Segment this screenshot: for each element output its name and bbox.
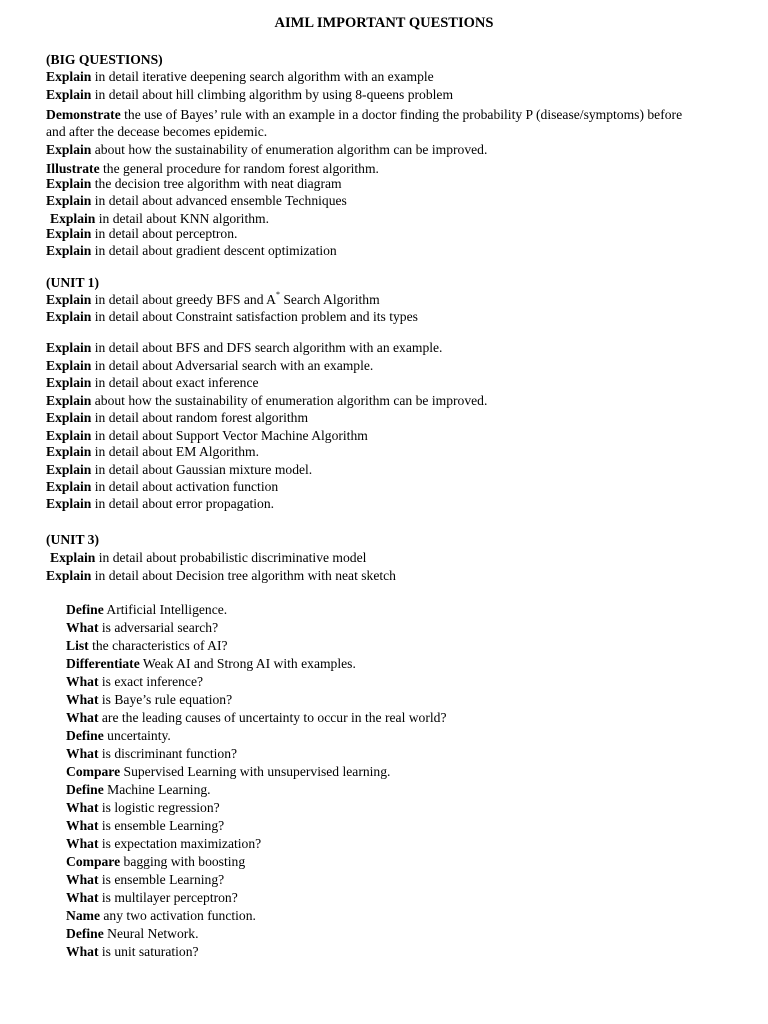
question-item — [46, 478, 487, 495]
question-verb: Explain — [46, 87, 92, 102]
question-text: Machine Learning. — [103, 782, 211, 797]
question-text: in detail about Support Vector Machine Algorithm — [91, 427, 368, 443]
question-verb: What — [66, 872, 99, 887]
question-text: in detail about advanced ensemble Techniques — [91, 193, 347, 208]
question-verb: Define — [66, 782, 104, 797]
question-verb: Explain — [46, 461, 92, 477]
question-verb: Explain — [50, 550, 96, 565]
question-item — [46, 339, 487, 356]
question-item — [46, 443, 487, 460]
question-verb: What — [66, 836, 99, 851]
question-verb: Explain — [46, 292, 92, 307]
unit1-section — [46, 274, 418, 325]
question-verb: Differentiate — [66, 656, 140, 671]
question-item — [46, 192, 686, 209]
question-verb: What — [66, 620, 99, 635]
superscript: * — [275, 290, 280, 299]
question-text: in detail about probabilistic discriminative model — [95, 550, 367, 565]
unit3-section — [46, 531, 396, 584]
question-verb: Explain — [46, 193, 92, 208]
page-title: AIML IMPORTANT QUESTIONS — [274, 15, 494, 31]
question-verb: Explain — [46, 375, 92, 391]
question-text: in detail about random forest algorithm — [91, 410, 309, 426]
question-verb: What — [66, 710, 99, 725]
question-text: are the leading causes of uncertainty to occur in the real world? — [98, 710, 447, 725]
question-verb: What — [66, 944, 99, 959]
question-verb: What — [66, 674, 99, 689]
question-text: Artificial Intelligence. — [103, 602, 228, 617]
question-text: in detail about greedy BFS and A — [91, 292, 276, 307]
question-text: is multilayer perceptron? — [98, 890, 238, 905]
question-text: in detail about error propagation. — [91, 495, 275, 511]
question-text: is Baye’s rule equation? — [98, 692, 233, 707]
question-text: is exact inference? — [98, 674, 204, 689]
question-verb: Explain — [46, 410, 92, 426]
question-item — [46, 291, 418, 308]
question-text: in detail about gradient descent optimization — [91, 243, 337, 258]
question-verb: Explain — [46, 357, 92, 373]
question-item — [46, 175, 686, 192]
question-text: in detail about hill climbing algorithm by using 8-queens problem — [91, 87, 454, 102]
question-verb: Demonstrate — [46, 107, 121, 122]
question-text: in detail about activation function — [91, 478, 279, 494]
section-heading: (UNIT 3) — [46, 532, 99, 547]
question-text: the general procedure for random forest algorithm. — [99, 161, 379, 176]
question-text: the use of Bayes’ rule with an example in a doctor finding the probability P (disease/symptoms) before and after the decease becomes epidemic. — [46, 107, 683, 139]
question-item — [46, 567, 396, 584]
question-verb: Explain — [46, 392, 92, 408]
question-text: in detail iterative deepening search algorithm with an example — [91, 69, 434, 84]
question-verb: What — [66, 692, 99, 707]
question-text: any two activation function. — [99, 908, 256, 923]
question-verb: Explain — [46, 243, 92, 258]
question-item — [46, 225, 686, 242]
question-text: is unit saturation? — [98, 944, 199, 959]
question-verb: What — [66, 746, 99, 761]
question-item — [46, 308, 418, 325]
question-item — [46, 495, 487, 512]
question-verb: Explain — [46, 478, 92, 494]
question-verb: Define — [66, 728, 104, 743]
question-verb: Define — [66, 926, 104, 941]
section-heading: (BIG QUESTIONS) — [46, 52, 163, 67]
question-text-after: Search Algorithm — [279, 292, 380, 307]
question-text: Weak AI and Strong AI with examples. — [139, 656, 356, 671]
question-verb: List — [66, 638, 89, 653]
question-text: is adversarial search? — [98, 620, 219, 635]
question-verb: Explain — [46, 176, 92, 191]
question-text: in detail about BFS and DFS search algorithm with an example. — [91, 340, 443, 355]
question-text: in detail about exact inference — [91, 375, 259, 391]
unit2-section — [46, 339, 487, 512]
question-item — [46, 357, 487, 374]
question-verb: Explain — [46, 568, 92, 583]
question-verb: What — [66, 800, 99, 815]
question-item — [46, 461, 487, 478]
question-text: uncertainty. — [103, 728, 171, 743]
question-text: the decision tree algorithm with neat diagram — [91, 176, 342, 191]
question-text: in detail about Adversarial search with an example. — [91, 357, 374, 373]
question-text: the characteristics of AI? — [88, 638, 228, 653]
question-text: Supervised Learning with unsupervised learning. — [120, 764, 391, 779]
question-item — [46, 106, 686, 140]
question-verb: Define — [66, 602, 104, 617]
question-text: is discriminant function? — [98, 746, 238, 761]
question-item — [46, 68, 686, 85]
question-verb: Explain — [46, 443, 92, 459]
question-item — [46, 409, 487, 426]
question-item — [46, 392, 487, 409]
question-item — [46, 242, 686, 259]
question-verb: Explain — [46, 427, 92, 443]
question-text: in detail about Constraint satisfaction problem and its types — [91, 309, 418, 324]
question-verb: What — [66, 818, 99, 833]
question-item — [46, 86, 686, 103]
question-text: in detail about KNN algorithm. — [95, 211, 270, 226]
question-text: is ensemble Learning? — [98, 818, 225, 833]
question-verb: Explain — [46, 69, 92, 84]
question-item — [46, 374, 487, 391]
question-text: about how the sustainability of enumeration algorithm can be improved. — [91, 142, 488, 157]
question-verb: Compare — [66, 764, 121, 779]
question-verb: Explain — [46, 142, 92, 157]
question-verb: Explain — [46, 226, 92, 241]
question-verb: Illustrate — [46, 161, 100, 176]
question-text: in detail about perceptron. — [91, 226, 238, 241]
question-verb: Compare — [66, 854, 121, 869]
question-verb: Name — [66, 908, 100, 923]
question-verb: Explain — [46, 309, 92, 324]
question-text: is ensemble Learning? — [98, 872, 225, 887]
question-verb: Explain — [46, 495, 92, 511]
question-text: about how the sustainability of enumeration algorithm can be improved. — [91, 392, 488, 408]
question-item — [46, 427, 487, 444]
question-verb: What — [66, 890, 99, 905]
question-text: in detail about Decision tree algorithm with neat sketch — [91, 568, 396, 583]
question-item — [46, 141, 686, 158]
question-verb: Explain — [50, 211, 96, 226]
question-text: Neural Network. — [103, 926, 199, 941]
question-text: in detail about EM Algorithm. — [91, 443, 259, 459]
question-text: is logistic regression? — [98, 800, 220, 815]
section-heading: (UNIT 1) — [46, 275, 99, 290]
question-text: is expectation maximization? — [98, 836, 262, 851]
big-questions-section — [46, 51, 686, 259]
question-verb: Explain — [46, 340, 92, 355]
question-item — [46, 549, 396, 566]
question-text: in detail about Gaussian mixture model. — [91, 461, 313, 477]
question-text: bagging with boosting — [120, 854, 246, 869]
